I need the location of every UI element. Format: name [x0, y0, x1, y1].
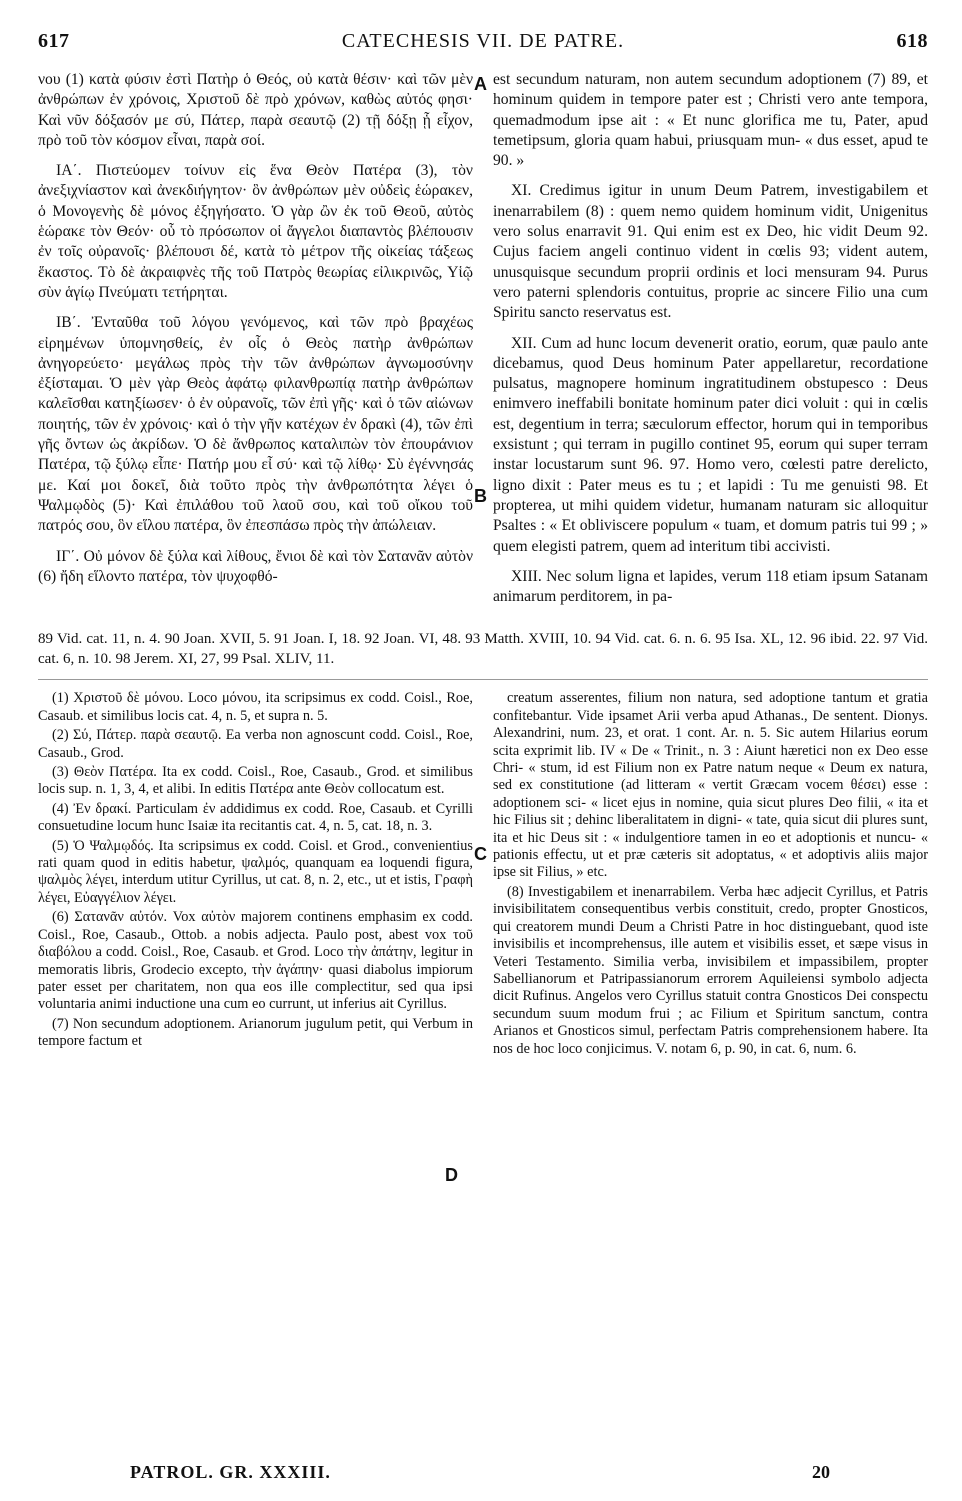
footnotes-right-column: [485, 690, 928, 1060]
left-page-number: 617: [38, 30, 70, 52]
latin-paragraph-4: XIII. Nec solum ligna et lapides, verum 118 etiam ipsum Satanam animarum perditorem, in pa-: [493, 567, 928, 606]
page: [38, 30, 928, 1060]
footnote: creatum asserentes, filium non natura, sed adoptione tantum et gratia confitebantur. Vide ipsamet Arii verba apud Athanas., De sentent. Dionys. Alexandrini, num. 23, et orat. 1 cont. Ar. n. 5. Sic autem Hilarius eorum scita exprimit lib. IV « De « Trinit., n. 3 : Aiunt hæretici non ex Deo esse Chri- « stum, id est Filium non ex Patre natum neque « Deum ex natura, sed ex constitutione (ad litteram « vertit Græcam vocem θέσει) esse : adoptionem sci- « licet ejus in nomine, quia sicut plures Deo filii, « ita et hic Filius sit ; dehinc liberalitatem in digni- « tate, quia sicut dii plures sunt, ita et hic Deus sit : « indulgentiore tamen in eo et adoptionis et nuncu- « pationis effectu, ut et præ cæteris sit adoptatus, « et adoptivis aliis major ipse sit Filius, » etc.: [493, 690, 928, 881]
gathering-number: 20: [812, 1462, 830, 1482]
footnote: (5) Ὁ Ψαλμῳδός. Ita scripsimus ex codd. Coisl. et Grod., convenientius rati quam quod in editis habetur, ψαλμός, quanquam ea loquendi figura, ψαλμὸς λέγει, interdum utitur Cyrillus, ut cat. 8, n. 2, etc., ut et istis, Γραφὴ λέγει, Εὐαγγέλιον λέγει.: [38, 837, 473, 906]
margin-marker-d: D: [445, 1165, 458, 1185]
page-header: [38, 30, 928, 60]
printer-signature: PATROL. GR. XXXIII.: [130, 1462, 331, 1482]
latin-paragraph-2: XI. Credimus igitur in unum Deum Patrem, investigabilem et inenarrabilem (8) : quem nemo quidem hominum vidit, Unigenitus vero solus enarravit 91. Qui enim est ex Deo, hic vidit Deum 92. Cujus faciem angeli continuo vident in cœlis 93; vident autem, unusquisque secundum proprii ordinis et loci mensuram 94. Purus vero paterni splendoris contuitus, proprie ac sincere Filio una cum Spiritu sancto reservatus est.: [493, 182, 928, 322]
margin-marker-b: B: [474, 486, 487, 506]
margin-marker-a: A: [474, 74, 487, 94]
greek-paragraph-2: ΙΑ΄. Πιστεύομεν τοίνυν εἰς ἕνα Θεὸν Πατέρα (3), τὸν ἀνεξιχνίαστον καὶ ἀνεκδιήγητον· ὃν ἀνθρώπων μὲν οὐδεὶς ἑώρακεν, ὁ Μονογενὴς δὲ μόνος ἐξηγήσατο. Ὁ γὰρ ὢν ἐκ τοῦ Θεοῦ, αὐτὸς ἑώρακε τὸν Θεόν· οὗ τὸ πρόσωπον οἱ ἄγγελοι διαπαντὸς βλέπουσιν ἐν τοῖς οὐρανοῖς· βλέπουσι δέ, κατὰ τὸ μέτρον τῆς οἰκείας τάξεως ἕκαστος. Τὸ δὲ ἀκραιφνὲς τῆς τοῦ Πατρὸς θεωρίας εἰλικρινῶς, Υἱῷ σὺν ἁγίῳ Πνεύματι τετήρηται.: [38, 162, 473, 301]
right-page-number: 618: [896, 30, 928, 52]
greek-column: [38, 70, 483, 617]
footnote: (1) Χριστοῦ δὲ μόνου. Loco μόνου, ita scripsimus ex codd. Coisl., Roe, Casaub. et similibus locis cat. 4, n. 5, et supra n. 5.: [38, 690, 473, 724]
page-footer: [130, 1462, 830, 1483]
greek-paragraph-4: ΙΓ΄. Οὐ μόνον δὲ ξύλα καὶ λίθους, ἔνιοι δὲ καὶ τὸν Σατανᾶν αὐτὸν (6) ἤδη εἵλοντο πατέρα, τὸν ψυχοφθό-: [38, 547, 473, 585]
footnote: (7) Non secundum adoptionem. Arianorum jugulum petit, qui Verbum in tempore factum et: [38, 1015, 473, 1050]
footnote: (4) Ἐν δρακί. Particulam ἐν addidimus ex codd. Roe, Casaub. et Cyrilli consuetudine locum hunc Isaiæ ita recitantis cat. 4, n. 5, cat. 18, n. 3.: [38, 800, 473, 835]
latin-column: [483, 70, 928, 617]
greek-paragraph-1: νου (1) κατὰ φύσιν ἐστὶ Πατὴρ ὁ Θεός, οὐ κατὰ θέσιν· καὶ τῶν μὲν ἀνθρώπων ἐν χρόνοις, Χριστοῦ δὲ πρὸ χρόνων, καθὼς αὐτός φησι· Καὶ νῦν δόξασόν με σύ, Πάτερ, παρὰ σεαυτῷ (2) τῇ δόξῃ ᾗ εἶχον, πρὸ τοῦ τὸν κόσμον εἶναι, παρὰ σοί.: [38, 71, 473, 149]
margin-marker-c: C: [474, 844, 487, 864]
footnotes-left-column: [38, 690, 485, 1060]
footnote: (3) Θεὸν Πατέρα. Ita ex codd. Coisl., Roe, Casaub., Grod. et similibus locis sup. n. 1, 3, 4, et alibi. In editis Πατέρα ante Θεὸν collocatum est.: [38, 764, 473, 798]
footnote: (2) Σύ, Πάτερ. παρὰ σεαυτῷ. Ea verba non agnoscunt codd. Coisl., Roe, Casaub., Grod.: [38, 727, 473, 761]
latin-paragraph-3: XII. Cum ad hunc locum devenerit oratio, eorum, quæ paulo ante dicebamus, quod Deus hominum Pater appellaretur, recordatione pulsatus, magnopere hominum ingratitudinem obstupesco : Deus enimvero ineffabili bonitate hominum pater dici voluit : qui in cœlis est, degentium in terra; sæculorum effector, horum qui in temporibus exsistunt ; qui terram in pugillo continet 95, eorum qui super terram instar locustarum sunt 96. 97. Homo vero, cœlesti patre derelicto, ligno dixit : Pater meus es tu ; et lapidi : Tu me genuisti 98. Et propterea, ut mihi quidem videtur, humanam naturam sic alloquitur Psaltes : « Et obliviscere populum « tuam, et domum patris tui 99 ; » quem elegisti patrem, quem ad interitum tibi accivisti.: [493, 334, 928, 555]
scripture-references: 89 Vid. cat. 11, n. 4. 90 Joan. XVII, 5. 91 Joan. I, 18. 92 Joan. VI, 48. 93 Matth. XVIII, 10. 94 Vid. cat. 6. n. 6. 95 Isa. XL, 12. 96 ibid. 22. 97 Vid. cat. 6, n. 10. 98 Jerem. XI, 27, 99 Psal. XLIV, 11.: [38, 629, 928, 680]
running-title: CATECHESIS VII. DE PATRE.: [341, 30, 625, 52]
footnote: (8) Investigabilem et inenarrabilem. Verba hæc adjecit Cyrillus, et Patris invisibilitatem consequentibus verbis constituit, credo, propter Gnosticos, qui creatorem mundi Deum a Christi Patre in hoc distinguebant, quod iste invisibilis et incomprehensus, ille autem et visibilis esset, et sæpe visus in Veteri Testamento. Similia verba, invisibilem et impassibilem, propter Sabellianorum et Patripassianorum errorem Aquileiensi symbolo adjecta dicit Rufinus. Angelos vero Cyrillus statuit contra Gnosticos Dei conspectu secundum suum modum frui ; ac Filium et Spiritum sanctum, contra Arianos et Gnosticos simul, perfectam Patris comprehensionem habere. Ita nos de hoc loco conjicimus. V. notam 6, p. 90, in cat. 6, num. 6.: [493, 883, 928, 1057]
latin-paragraph-1: est secundum naturam, non autem secundum adoptionem (7) 89, et hominum quidem in tempore pater est ; Christi vero ante tempora, quemadmodum ipse ait : « Et nunc glorifica me tu, Pater, apud temetipsum, gloria quam habui, priusquam mun- « dus esset, apud te 90. »: [493, 71, 928, 170]
footnote: (6) Σατανᾶν αὐτόν. Vox αὐτὸν majorem continens emphasim ex codd. Coisl., Roe, Casaub., Ottob. a nobis adjecta. Paulo post, abest vox τοῦ διαβόλου a codd. Coisl., Roe, Casaub. et Grod. Loco τὴν ἀπάτην, legitur in memoratis libris, Grodecio excepto, τὴν ἀγάπην· quasi diabolus impiorum pater esset per charitatem, non qua eos ille complectitur, sed qua ipsi voluntaria animi inductione una cum eo currunt, ut inferius ait Cyrillus.: [38, 909, 473, 1013]
greek-paragraph-3: ΙΒ΄. Ἐνταῦθα τοῦ λόγου γενόμενος, καὶ τῶν πρὸ βραχέως εἰρημένων ὑπομνησθείς, ἐν οἷς ὁ Θεὸς πατὴρ ἀνθρώπων ἀνηγορεύετο· μεγάλως πρὸς τὴν τῶν ἀνθρώπων ἀγνωμοσύνην ἐξίσταμαι. Ὁ μὲν γὰρ Θεὸς ἀφάτῳ φιλανθρωπίᾳ πατὴρ ἀνθρώπων καλεῖσθαι κατηξίωσεν· ὁ ἐν οὐρανοῖς, τῶν ἐπὶ γῆς· καὶ ὁ τῶν αἰώνων ποιητής, τῶν ἐν χρόνοις· καὶ ὁ τὴν γῆν κατέχων ἐν δρακὶ (4), τῶν ἐπὶ γῆς ὄντων ὡς ἀκρίδων. Ὁ δὲ ἄνθρωπος καταλιπὼν τὸν ἐπουράνιον Πατέρα, τῷ ξύλῳ εἶπε· Πατήρ μου εἶ σύ· καὶ τῷ λίθῳ· Σὺ ἐγέννησάς με. Καί μοι δοκεῖ, διὰ τοῦτο πρὸς τὴν ἀνθρωπότητα λέγει ὁ Ψαλμῳδὸς (5)· Καὶ ἐπιλάθου τοῦ λαοῦ σου, καὶ τοῦ οἴκου τοῦ πατρός σου, ὃν εἵλου πατέρα, ὃν ἐπεσπάσω πρὸς τὴν ἀπώλειαν.: [38, 314, 473, 535]
footnotes: [38, 690, 928, 1060]
